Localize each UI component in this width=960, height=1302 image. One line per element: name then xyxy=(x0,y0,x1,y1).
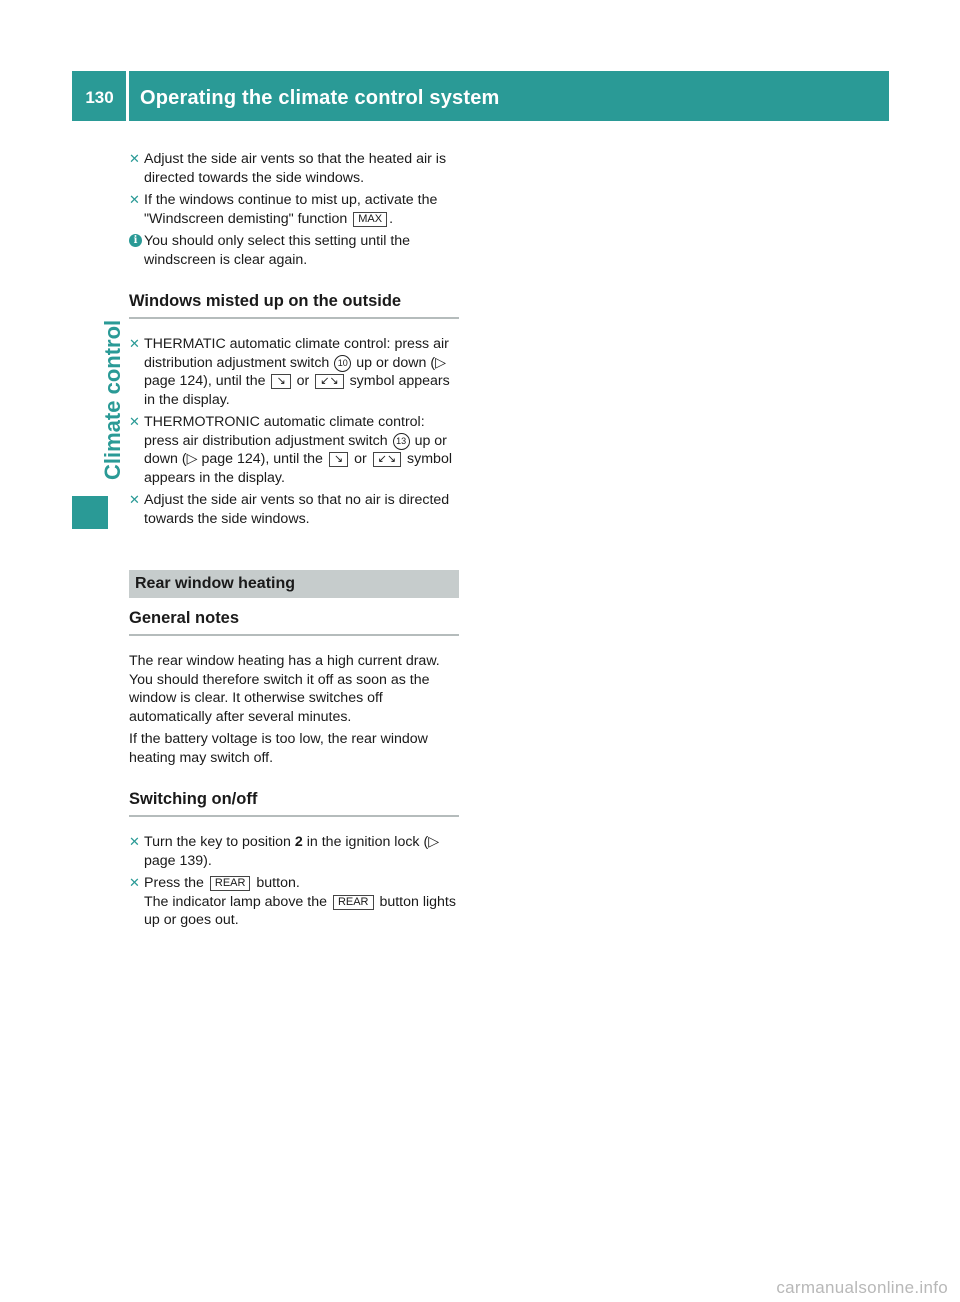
step-press-rear-button: ✕ Press the REAR button. The indicator lamp above the REAR button lights up or goes out. xyxy=(129,875,456,928)
step-heated-air: ✕ Adjust the side air vents so that the heated air is directed towards the side windows. xyxy=(129,151,447,186)
step-arrow-icon: ✕ xyxy=(129,875,140,890)
step-arrow-icon: ✕ xyxy=(129,492,140,507)
defrost-max-icon: MAX xyxy=(353,212,387,227)
rear-defrost-icon: REAR xyxy=(210,876,251,891)
step-windscreen-demisting: ✕ If the windows continue to mist up, activate the "Windscreen demisting" function MAX . xyxy=(129,192,438,227)
step-arrow-icon: ✕ xyxy=(129,151,140,166)
step-vents-off: ✕ Adjust the side air vents so that no air is directed towards the side windows. xyxy=(129,492,450,527)
step-arrow-icon: ✕ xyxy=(129,336,140,351)
switch-number-icon: 10 xyxy=(334,355,351,372)
paragraph-battery: If the battery voltage is too low, the rear window heating may switch off. xyxy=(129,731,428,766)
rear-defrost-icon: REAR xyxy=(333,895,374,910)
section-heading-general: General notes xyxy=(129,608,459,636)
air-distribution-footwell-icon: ↘ xyxy=(329,452,348,467)
step-arrow-icon: ✕ xyxy=(129,834,140,849)
air-distribution-vents-icon: ↙↘ xyxy=(373,452,401,467)
step-thermatic: ✕ THERMATIC automatic climate control: press air distribution adjustment switch 10 up or down (▷ page 124), until the ↘ or ↙↘ symbol appears in the display. xyxy=(129,336,450,408)
chapter-heading-rear-window: Rear window heating xyxy=(129,570,459,598)
step-thermotronic: ✕ THERMOTRONIC automatic climate control: press air distribution adjustment switch 13 up or down (▷ page 124), until the ↘ or ↙↘ symbol appears in the display. xyxy=(129,414,452,486)
air-distribution-vents-icon: ↙↘ xyxy=(315,374,343,389)
info-icon: i xyxy=(129,234,142,247)
step-arrow-icon: ✕ xyxy=(129,414,140,429)
section-heading-switching: Switching on/off xyxy=(129,789,459,817)
info-note: i You should only select this setting until the windscreen is clear again. xyxy=(129,232,459,269)
page-ref-arrow-icon: ▷ xyxy=(186,451,198,467)
page-number: 130 xyxy=(85,88,114,107)
switch-number-icon: 13 xyxy=(393,433,410,450)
side-tab-block xyxy=(72,496,108,529)
page-ref-arrow-icon: ▷ xyxy=(435,354,447,371)
section-heading-misted: Windows misted up on the outside xyxy=(129,291,459,319)
paragraph-current-draw: The rear window heating has a high current draw. You should therefore switch it off as soon as the window is clear. It otherwise switches off automatically after several minutes. xyxy=(129,653,440,725)
main-content xyxy=(129,150,459,934)
side-tab-label: Climate control xyxy=(100,319,125,480)
header-divider xyxy=(126,71,129,121)
watermark: carmanualsonline.info xyxy=(776,1278,948,1297)
air-distribution-footwell-icon: ↘ xyxy=(271,374,290,389)
page-title: Operating the climate control system xyxy=(140,87,500,109)
step-arrow-icon: ✕ xyxy=(129,192,140,207)
page-ref-arrow-icon: ▷ xyxy=(428,834,440,850)
step-ignition-key: ✕ Turn the key to position 2 in the ignition lock (▷ page 139). xyxy=(129,834,440,869)
